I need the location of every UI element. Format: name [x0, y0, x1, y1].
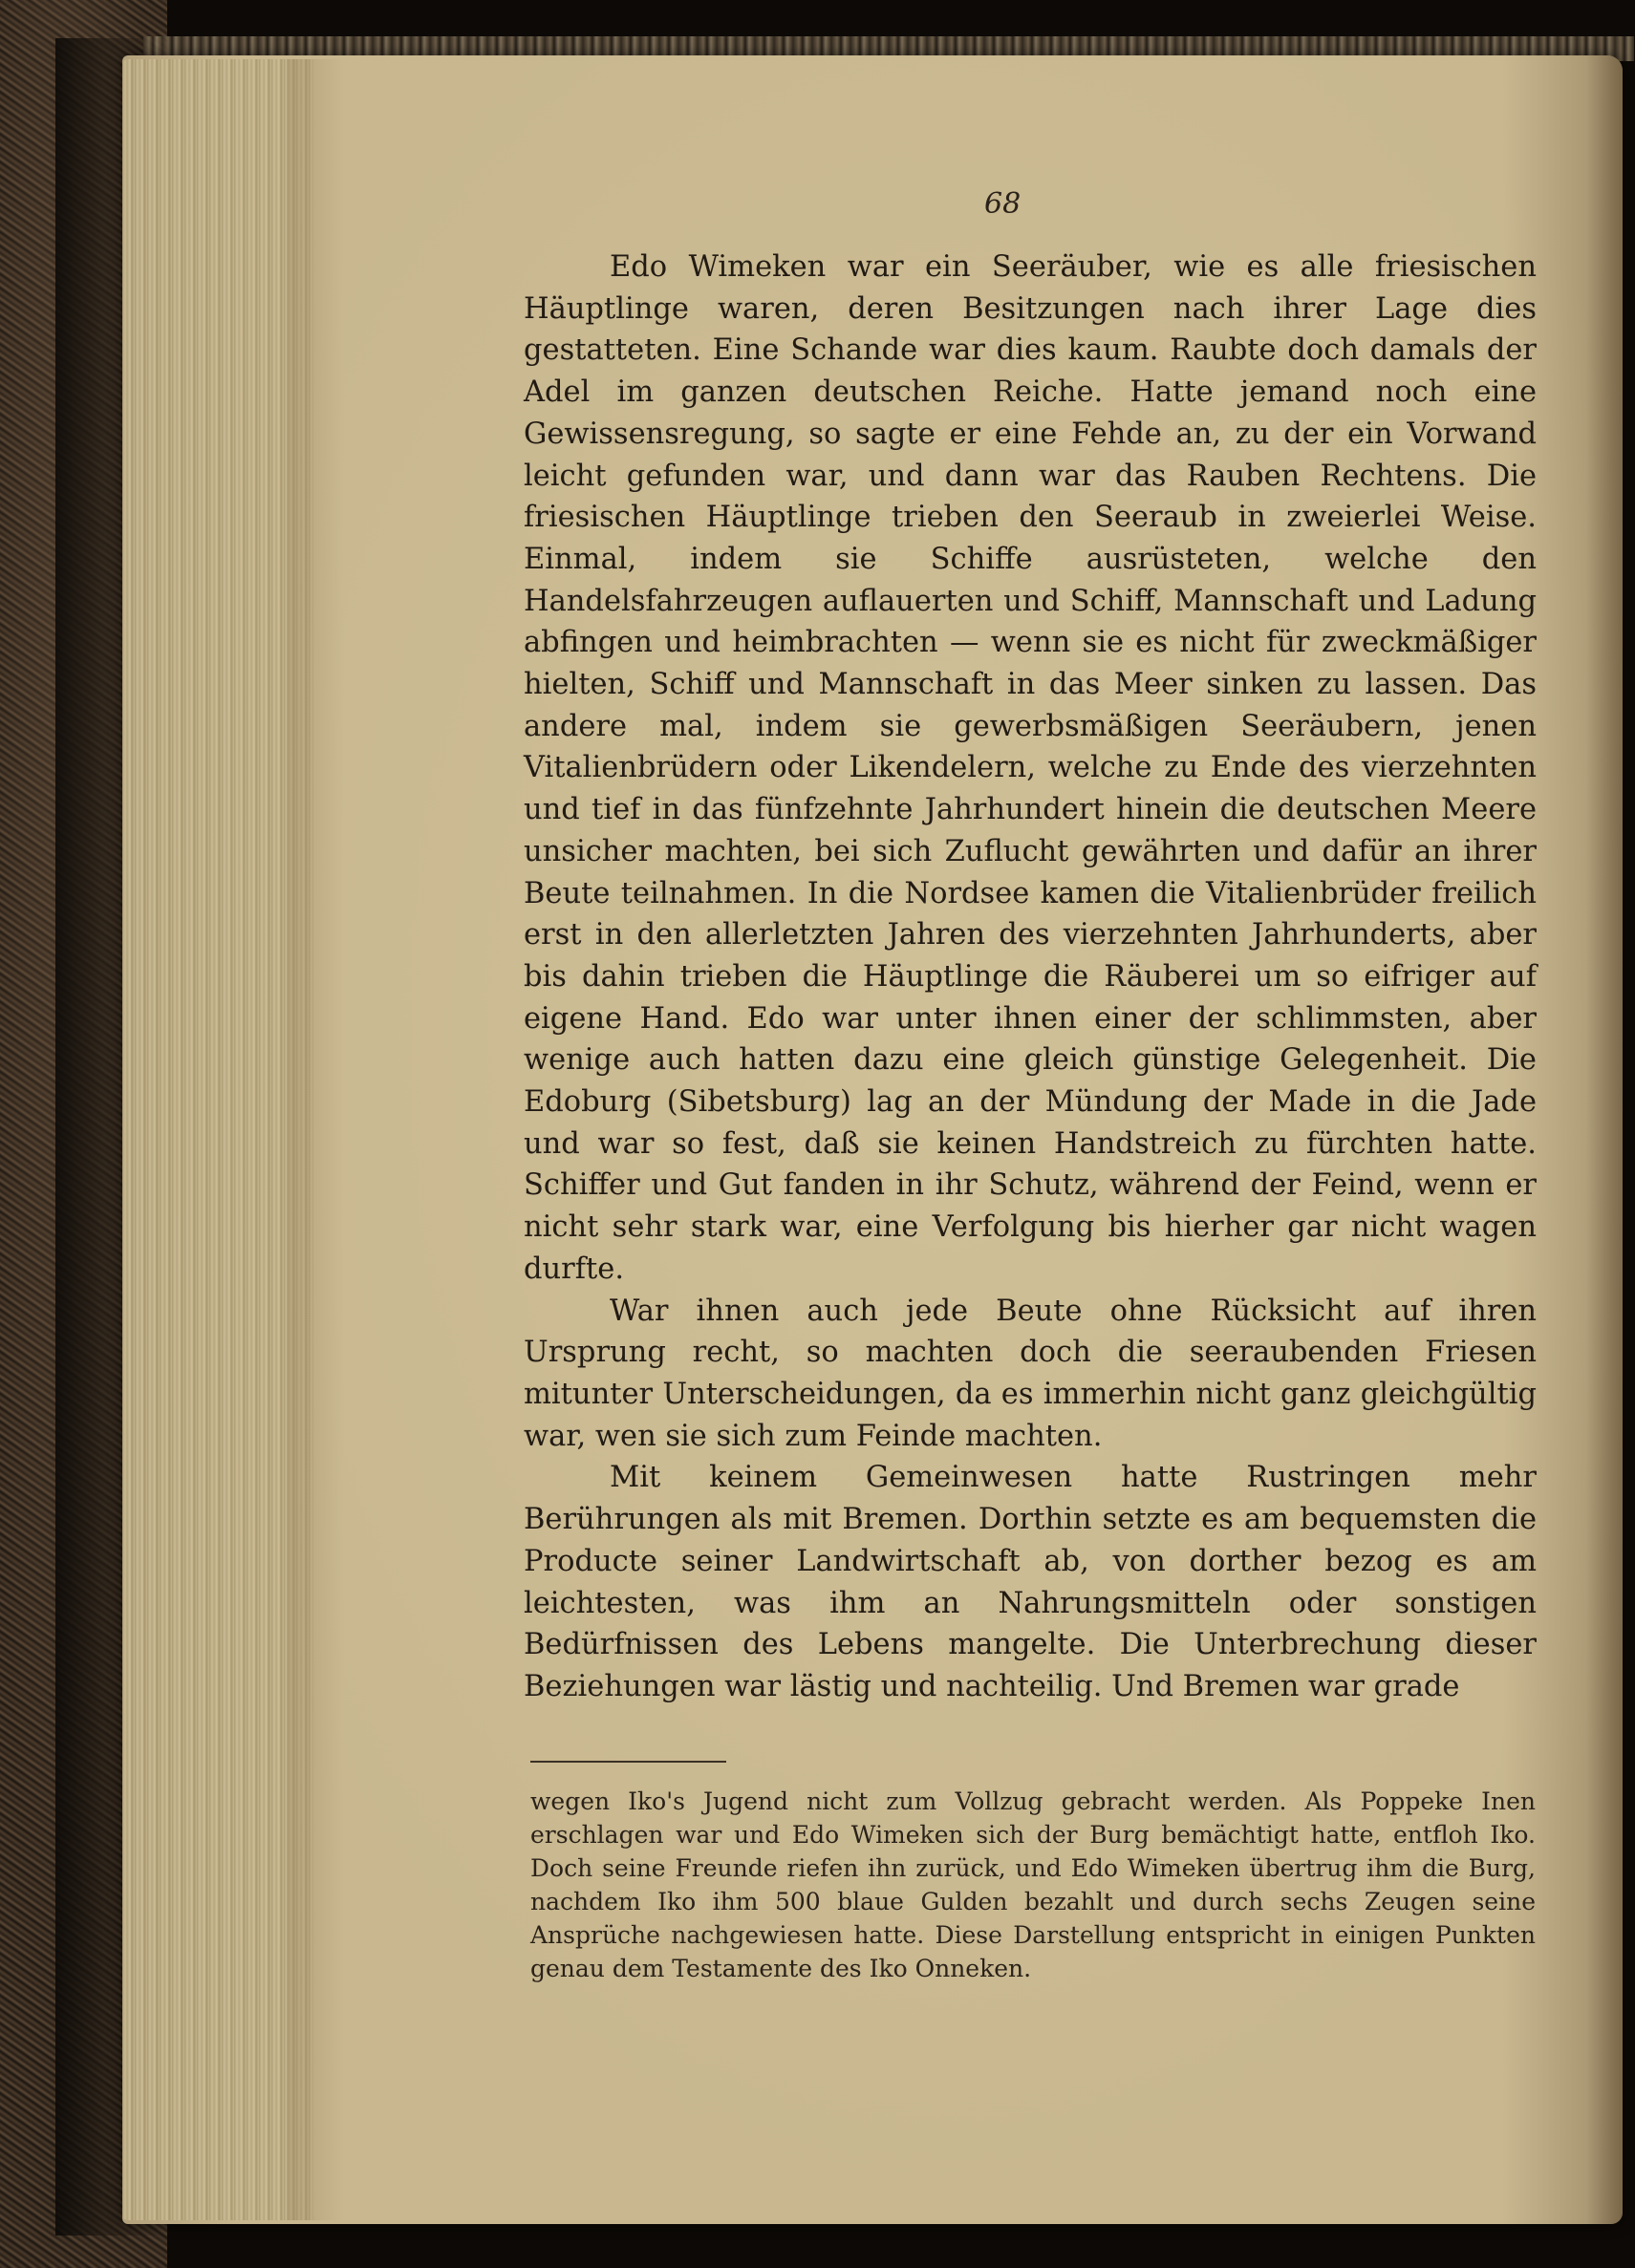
page-number: 68: [984, 187, 1022, 221]
paragraph-1: Edo Wimeken war ein Seeräuber, wie es alle friesischen Häuptlinge waren, deren Besitzungen nach ihrer Lage dies gestatteten. Eine Schande war dies kaum. Raubte doch damals der Adel im ganzen deutschen Reiche. Hatte jemand noch eine Gewissensregung, so sagte er eine Fehde an, zu der ein Vorwand leicht gefunden war, und dann war das Rauben Rechtens. Die friesischen Häuptlinge trieben den Seeraub in zweierlei Weise. Einmal, indem sie Schiffe ausrüsteten, welche den Handelsfahrzeugen auflauerten und Schiff, Mannschaft und Ladung abfingen und heimbrachten — wenn sie es nicht für zweckmäßiger hielten, Schiff und Mannschaft in das Meer sinken zu lassen. Das andere mal, indem sie gewerbsmäßigen Seeräubern, jenen Vitalienbrüdern oder Likendelern, welche zu Ende des vierzehnten und tief in das fünfzehnte Jahrhundert hinein die deutschen Meere unsicher machten, bei sich Zuflucht gewährten und dafür an ihrer Beute teilnahmen. In die Nordsee kamen die Vitalienbrüder freilich erst in den allerletzten Jahren des vierzehnten Jahrhunderts, aber bis dahin trieben die Häuptlinge die Räuberei um so eifriger auf eigene Hand. Edo war unter ihnen einer der schlimmsten, aber wenige auch hatten dazu eine gleich günstige Gelegenheit. Die Edoburg (Sibetsburg) lag an der Mündung der Made in die Jade und war so fest, daß sie keinen Handstreich zu fürchten hatte. Schiffer und Gut fanden in ihr Schutz, während der Feind, wenn er nicht sehr stark war, eine Verfolgung bis hierher gar nicht wagen durfte.: [524, 250, 1537, 1286]
paragraph-3: Mit keinem Gemeinwesen hatte Rustringen mehr Berührungen als mit Bremen. Dorthin setzte es am bequemsten die Producte seiner Landwirtschaft ab, von dorther bezog es am leichtesten, was ihm an Nahrungsmitteln oder sonstigen Bedürfnissen des Lebens mangelte. Die Unterbrechung dieser Beziehungen war lästig und nachteilig. Und Bremen war grade: [524, 1461, 1537, 1703]
main-text: [524, 246, 1537, 1708]
page-edges-fade: [287, 59, 344, 2220]
page-right-edge: [1586, 55, 1623, 2224]
footnote-divider: [530, 1761, 726, 1763]
page-edges: [122, 59, 313, 2220]
footnote: wegen Iko's Jugend nicht zum Vollzug gebracht werden. Als Poppeke Inen erschlagen war und Edo Wimeken sich der Burg bemächtigt hatte, entfloh Iko. Doch seine Freunde riefen ihn zurück, und Edo Wimeken übertrug ihm die Burg, nachdem Iko ihm 500 blaue Gulden bezahlt und durch sechs Zeugen seine Ansprüche nachgewiesen hatte. Diese Darstellung entspricht in einigen Punkten genau dem Testamente des Iko Onneken.: [530, 1787, 1536, 1982]
paragraph-2: War ihnen auch jede Beute ohne Rücksicht auf ihren Ursprung recht, so machten doch die seeraubenden Friesen mitunter Unterscheidungen, da es immerhin nicht ganz gleichgültig war, wen sie sich zum Feinde machten.: [524, 1294, 1537, 1453]
